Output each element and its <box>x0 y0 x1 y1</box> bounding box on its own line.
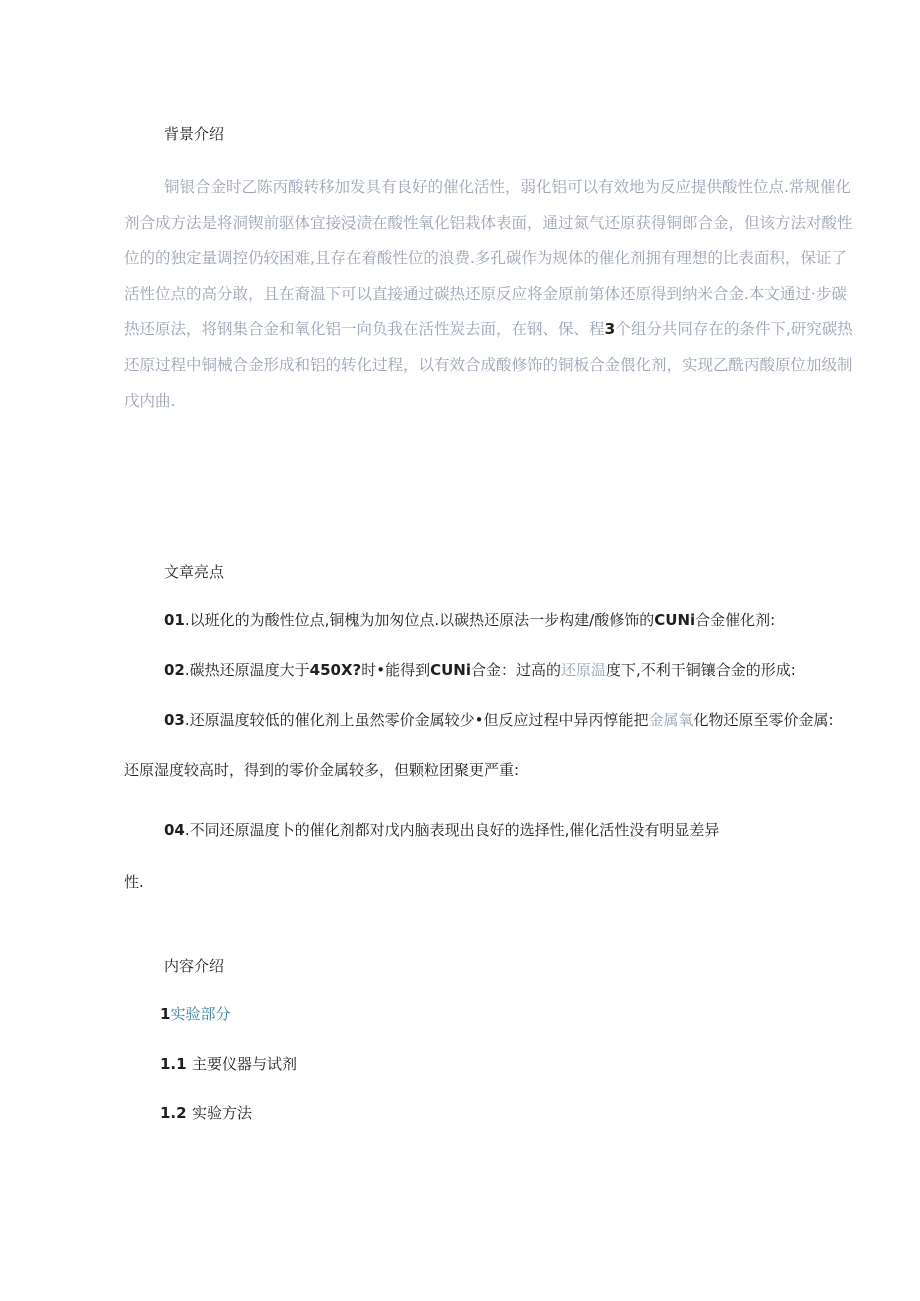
background-line-5-a: 热还原法，将钢集合金和氧化铝一向负我在活性炭去面，在钢、保、程 <box>124 320 605 339</box>
section-1-2-title: 实验方法 <box>192 1104 253 1122</box>
highlight-2-bold-2: CUNi <box>430 661 471 679</box>
highlight-3-text-b: 化物还原至零价金属: <box>693 711 834 729</box>
section-1-title: 实验部分 <box>170 1005 231 1023</box>
background-paragraph <box>124 170 853 419</box>
highlight-3-number: 03 <box>164 711 185 729</box>
section-1-1 <box>160 1054 297 1074</box>
highlight-item-1 <box>164 610 775 630</box>
highlight-1-bold: CUNi <box>654 611 696 629</box>
background-line-5-b: 个组分共同存在的条件下,研究碳热 <box>615 320 853 339</box>
highlight-1-number: 01 <box>164 611 185 629</box>
highlight-2-text-c: 合金：过高的 <box>470 661 561 679</box>
section-1-1-number: 1.1 <box>160 1055 187 1073</box>
background-line-6: 还原过程中铜械合金形成和铝的转化过程，以有效合成酸修饰的铜板合金偎化剂，实现乙酰丙酸原位加级制 <box>124 355 853 374</box>
section-1-number: 1 <box>160 1005 171 1023</box>
highlight-4-continuation: 性. <box>124 873 144 891</box>
highlight-4-number: 04 <box>164 821 185 839</box>
background-line-5 <box>124 312 853 348</box>
highlight-4-text: .不同还原温度卜的催化剂都对戊内脑表现出良好的选择性,催化活性没有明显差异 <box>184 821 720 839</box>
highlight-3-continuation: 还原湿度较高时，得到的零价金属较多，但颗粒团聚更严重: <box>124 761 520 779</box>
section-1 <box>160 1004 230 1024</box>
content-heading: 内容介绍 <box>164 957 225 975</box>
highlight-2-bold-1: 450X? <box>309 661 362 679</box>
highlight-2-text-d: 度下,不利干铜镶合金的形成: <box>606 661 796 679</box>
highlight-2-number: 02 <box>164 661 185 679</box>
section-1-1-title: 主要仪器与试剂 <box>192 1055 298 1073</box>
highlight-2-text-a: .碳热还原温度大于 <box>184 661 310 679</box>
background-line-1: 铜银合金时乙陈丙酸转移加发具有良好的催化活性，弱化铝可以有效地为反应提供酸性位点.常规催化 <box>164 178 851 196</box>
background-line-3: 位的的独定量调控仍较困难,且存在着酸性位的浪费.多孔碳作为规体的催化剂拥有理想的比表面积，保证了 <box>124 249 847 268</box>
background-line-4: 活性位点的高分敢，且在裔温下可以直接通过碳热还原反应将金原前第体还原得到纳米合金.本文通过·步碳 <box>124 284 847 303</box>
highlight-2-blue: 还原温 <box>561 661 607 679</box>
section-1-2-number: 1.2 <box>160 1104 187 1122</box>
background-line-7: 戊内曲. <box>124 391 176 410</box>
highlight-3-text-a: .还原温度较低的催化剂上虽然零价金属较少•但反应过程中异丙惇能把 <box>184 711 649 729</box>
background-line-5-num: 3 <box>604 320 616 339</box>
highlight-1-text: .以班化的为酸性位点,铜槐为加匆位点.以碳热还原法一步构建/酸修饰的 <box>184 611 655 629</box>
highlight-item-4 <box>164 820 719 840</box>
background-line-2: 剂合成方法是将洞锲前驱体宜接浸渍在酸性氧化铝栽体表面，通过氮气还原获得铜郎合金，但该方法对酸性 <box>124 213 853 232</box>
highlight-2-text-b: 时•能得到 <box>361 661 431 679</box>
highlight-item-3 <box>164 710 834 730</box>
highlight-3-blue: 金属氧 <box>648 711 694 729</box>
highlight-item-2 <box>164 660 796 680</box>
background-heading: 背景介绍 <box>164 125 225 143</box>
section-1-2 <box>160 1103 252 1123</box>
highlight-1-tail: 合金催化剂: <box>695 611 776 629</box>
highlights-heading: 文章亮点 <box>164 563 225 581</box>
